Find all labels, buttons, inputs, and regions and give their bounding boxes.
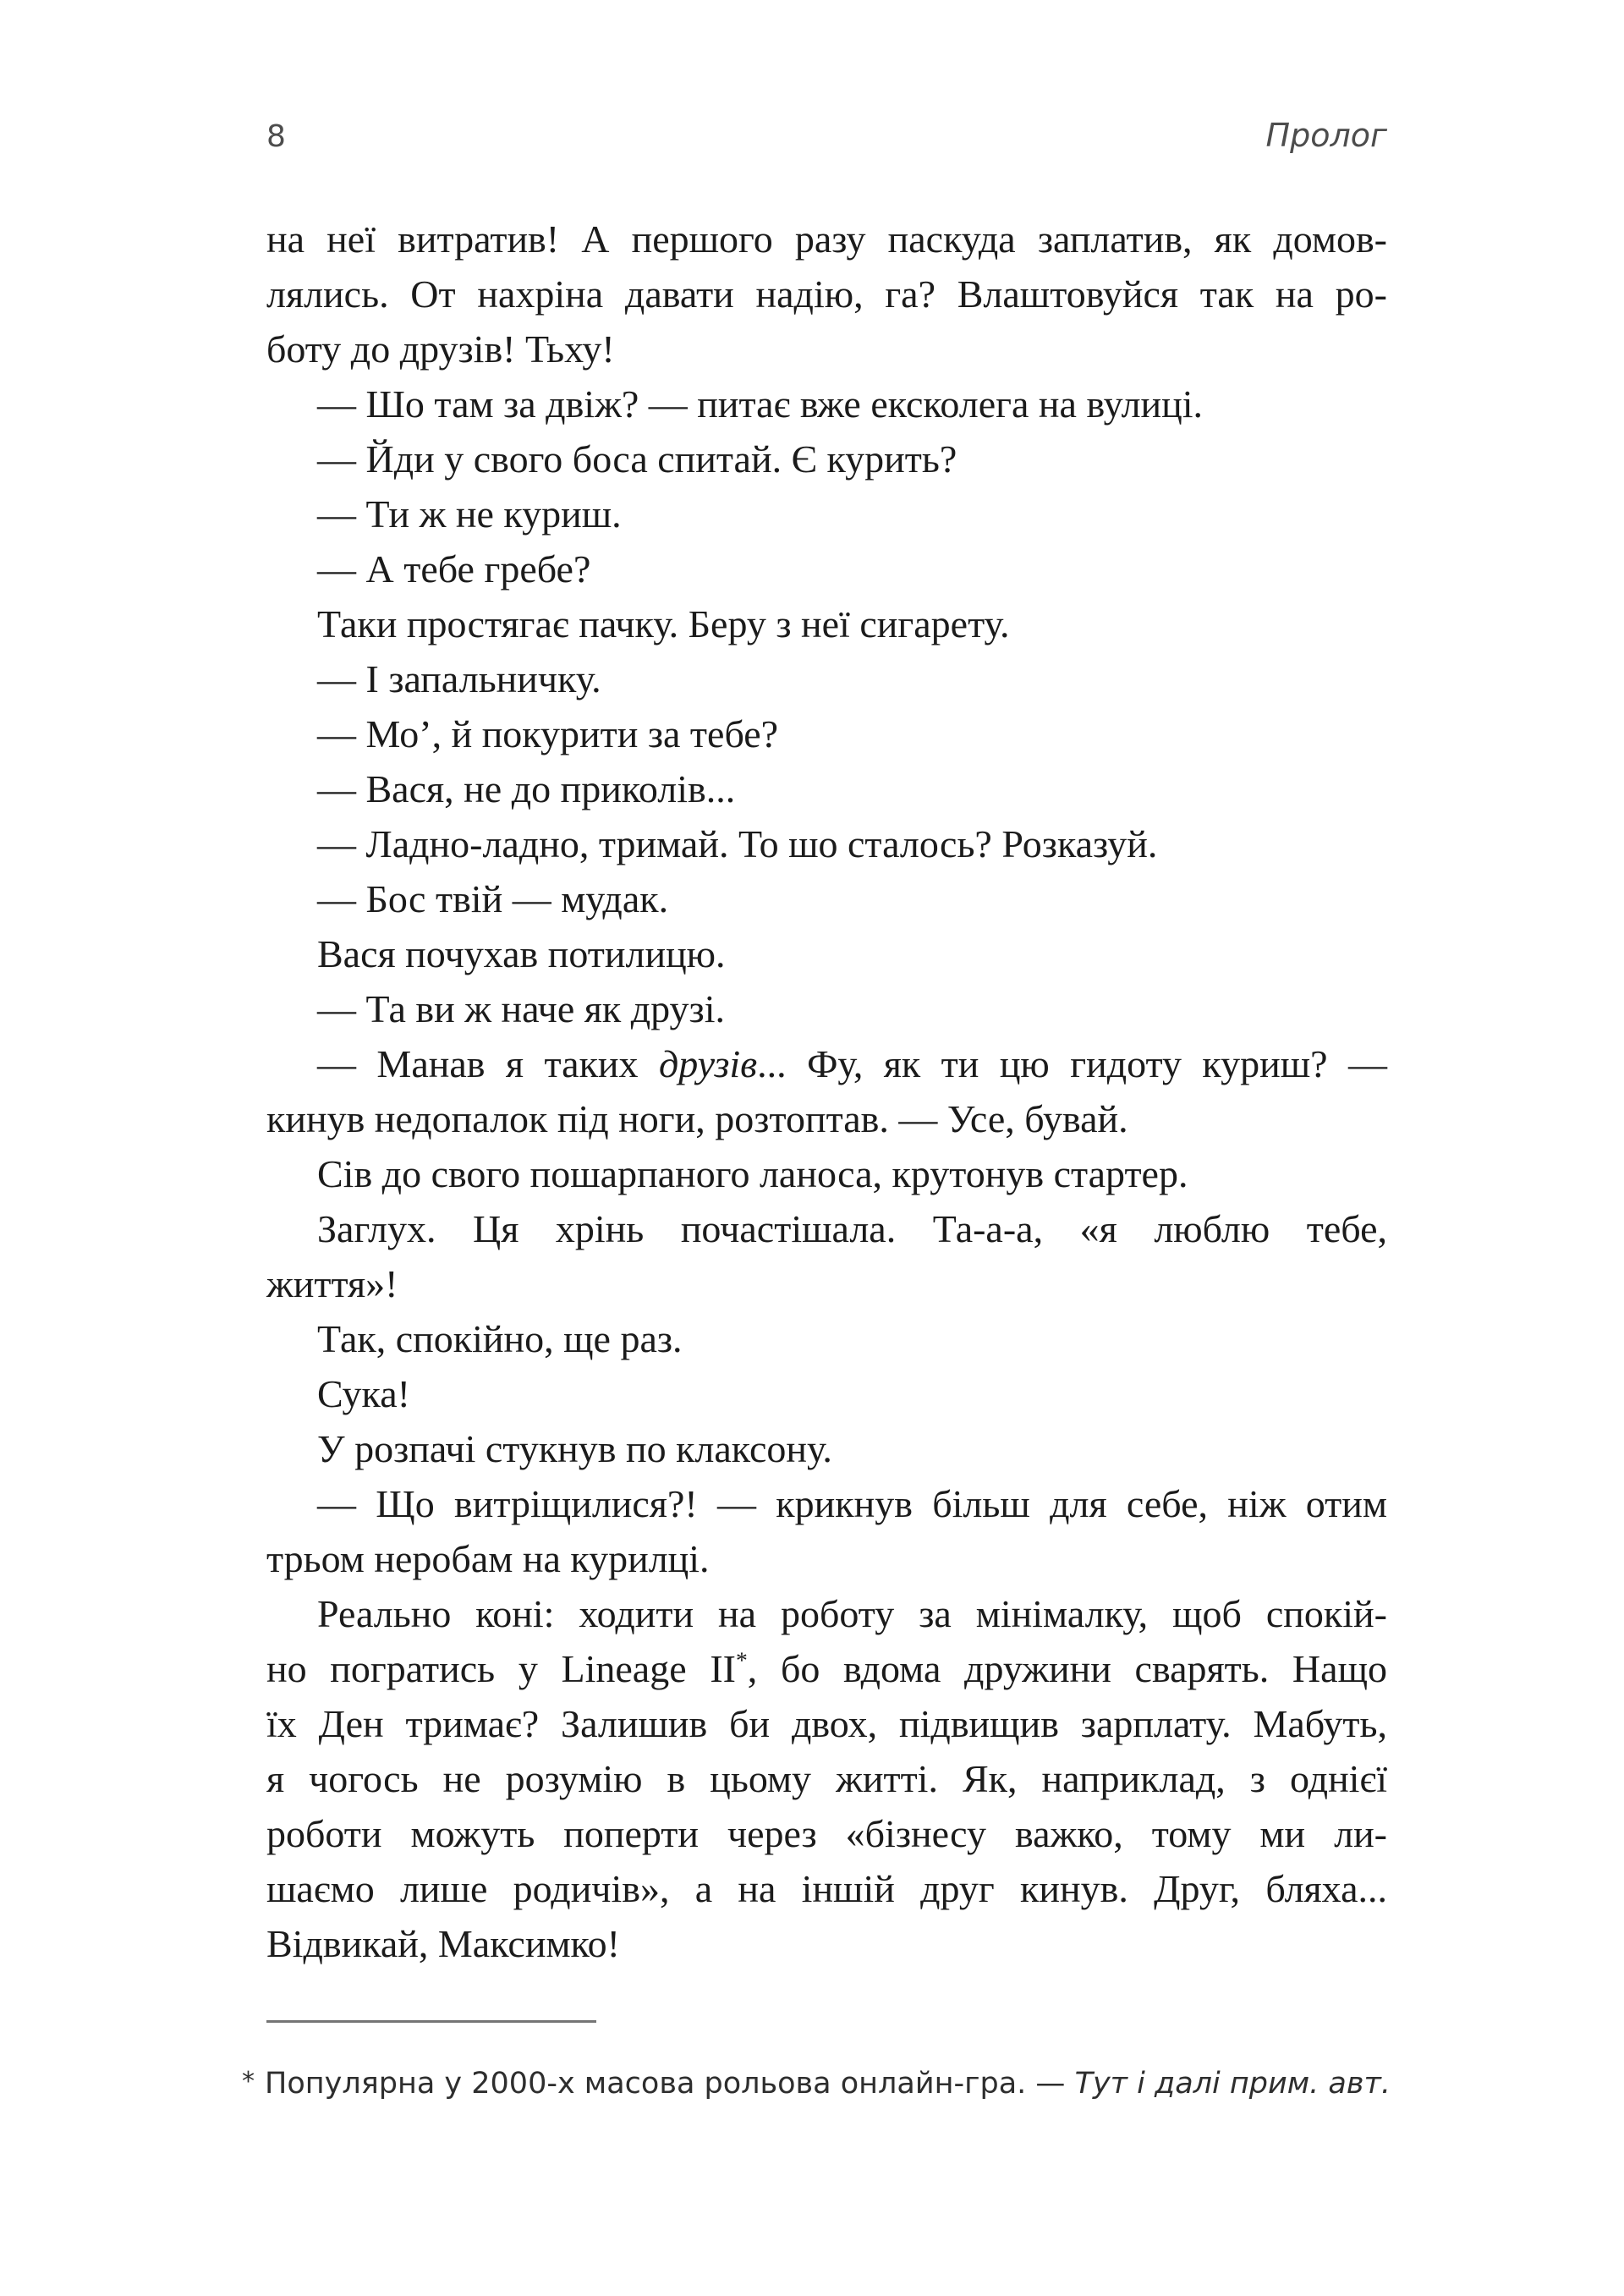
text-run: — Та ви ж наче як друзі. xyxy=(317,987,725,1030)
text-run: Вася почухав потилицю. xyxy=(317,932,726,975)
text-run: — Манав я таких xyxy=(317,1042,659,1085)
text-line xyxy=(266,1421,1387,1476)
text-run: трьом неробам на курилці. xyxy=(266,1537,710,1580)
text-line xyxy=(266,1036,1387,1091)
text-run: Заглух. Ця хрінь почастішала. Та-а-а, «я люблю тебе, xyxy=(317,1207,1387,1250)
text-run: на неї витратив! А першого разу паскуда заплатив, як домов- xyxy=(266,217,1387,261)
text-line xyxy=(266,1916,1387,1971)
text-run: Сука! xyxy=(317,1372,410,1415)
footnote-marker: * xyxy=(242,2067,255,2096)
text-run: Реально коні: ходити на роботу за мінімалку, щоб спокій- xyxy=(317,1592,1387,1635)
text-run: — Бос твій — мудак. xyxy=(317,877,669,920)
text-line xyxy=(266,431,1387,486)
text-line xyxy=(266,1806,1387,1861)
text-line xyxy=(266,926,1387,981)
text-run: но погратись у Lineage II xyxy=(266,1647,736,1690)
text-line xyxy=(266,1861,1387,1916)
text-line xyxy=(266,1256,1387,1311)
text-line xyxy=(266,596,1387,651)
text-run: життя»! xyxy=(266,1262,398,1305)
text-run: — А тебе гребе? xyxy=(317,547,591,590)
text-run: — Ти ж не куриш. xyxy=(317,492,622,536)
text-run: — Ладно-ладно, тримай. То шо сталось? Розказуй. xyxy=(317,822,1158,865)
footnote-text xyxy=(265,2067,1391,2101)
text-line xyxy=(266,1476,1387,1531)
text-line xyxy=(266,871,1387,926)
text-line xyxy=(266,651,1387,706)
text-run: я чогось не розумію в цьому житті. Як, наприклад, з однієї xyxy=(266,1757,1387,1800)
text-line xyxy=(266,1751,1387,1806)
text-line xyxy=(266,1531,1387,1586)
text-line xyxy=(266,376,1387,431)
running-head xyxy=(266,117,1387,154)
footnote-ref-asterisk: * xyxy=(735,1646,748,1673)
footnote-run: Тут і далі прим. авт. xyxy=(1074,2067,1391,2101)
text-line xyxy=(266,266,1387,321)
text-run: Відвикай, Максимко! xyxy=(266,1922,620,1965)
text-run: — Шо там за двіж? — питає вже ексколега на вулиці. xyxy=(317,382,1204,426)
text-run: ... Фу, як ти цю гидоту куриш? — xyxy=(757,1042,1387,1085)
text-run: — І запальничку. xyxy=(317,657,601,700)
footnote-separator xyxy=(266,2020,596,2023)
footnote xyxy=(242,2063,1409,2103)
text-line xyxy=(266,981,1387,1036)
text-line xyxy=(266,816,1387,871)
text-run: роботи можуть поперти через «бізнесу важко, тому ми ли- xyxy=(266,1812,1387,1855)
text-run: друзів xyxy=(658,1042,758,1085)
text-run: — Що витріщилися?! — крикнув більш для себе, ніж отим xyxy=(317,1482,1387,1525)
text-run: — Вася, не до приколів... xyxy=(317,767,736,810)
running-header-title: Пролог xyxy=(1265,117,1387,154)
text-run: У розпачі стукнув по клаксону. xyxy=(317,1427,832,1470)
text-line xyxy=(266,1311,1387,1366)
footnote-run: Популярна у 2000-х масова рольова онлайн-гра. — xyxy=(265,2067,1075,2101)
page-number: 8 xyxy=(266,119,286,154)
text-line xyxy=(266,1201,1387,1256)
text-run: , бо вдома дружини сварять. Нащо xyxy=(747,1647,1387,1690)
text-run: шаємо лише родичів», а на іншій друг кинув. Друг, бляха... xyxy=(266,1867,1387,1910)
text-run: Сів до свого пошарпаного ланоса, крутонув стартер. xyxy=(317,1152,1188,1195)
text-line xyxy=(266,486,1387,541)
page-body xyxy=(266,211,1387,1971)
text-line xyxy=(266,706,1387,761)
text-line xyxy=(266,1586,1387,1641)
text-line xyxy=(266,321,1387,376)
text-line xyxy=(266,1366,1387,1421)
text-run: кинув недопалок під ноги, розтоптав. — Усе, бувай. xyxy=(266,1097,1128,1140)
text-run: їх Ден тримає? Залишив би двох, підвищив зарплату. Мабуть, xyxy=(266,1702,1387,1745)
text-line xyxy=(266,211,1387,266)
text-line xyxy=(266,1091,1387,1146)
text-line xyxy=(266,1696,1387,1751)
text-run: — Мо’, й покурити за тебе? xyxy=(317,712,779,755)
text-line xyxy=(266,541,1387,596)
text-run: Таки простягає пачку. Беру з неї сигарету. xyxy=(317,602,1010,645)
text-line xyxy=(266,1641,1387,1696)
text-run: боту до друзів! Тьху! xyxy=(266,327,615,371)
text-line xyxy=(266,761,1387,816)
text-run: — Йди у свого боса спитай. Є курить? xyxy=(317,437,957,481)
text-line xyxy=(266,1146,1387,1201)
text-run: Так, спокійно, ще раз. xyxy=(317,1317,683,1360)
text-run: лялись. От нахріна давати надію, га? Влаштовуйся так на ро- xyxy=(266,272,1387,316)
